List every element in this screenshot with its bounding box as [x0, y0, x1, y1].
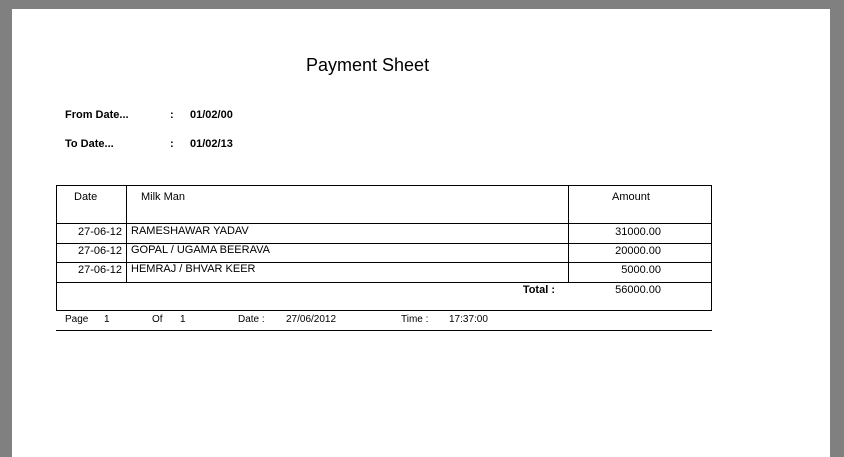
row-amount: 20000.00 [615, 245, 661, 257]
to-date-label: To Date... [65, 138, 114, 150]
header-bottom-border [56, 223, 712, 224]
to-date-colon: : [170, 138, 174, 150]
from-date-colon: : [170, 109, 174, 121]
footer-of-value: 1 [180, 314, 186, 325]
row-date: 27-06-12 [77, 264, 122, 276]
to-date-value: 01/02/13 [190, 138, 233, 150]
column-divider-date [126, 185, 127, 282]
column-header-date: Date [74, 191, 98, 203]
table-top-border [56, 185, 712, 186]
column-header-milkman: Milk Man [141, 191, 186, 203]
row-amount: 31000.00 [615, 226, 661, 238]
footer-page-value: 1 [104, 314, 110, 325]
report-title: Payment Sheet [306, 55, 430, 75]
footer-date-value: 27/06/2012 [286, 314, 337, 325]
footer-of-label: Of [152, 314, 163, 325]
footer-rule [56, 330, 712, 331]
column-header-amount: Amount [612, 191, 650, 203]
footer-time-value: 17:37:00 [449, 314, 488, 325]
footer-time-label: Time : [401, 314, 429, 325]
rows-bottom-border [56, 282, 712, 283]
total-value: 56000.00 [615, 284, 661, 296]
table-bottom-border [56, 310, 712, 311]
row-milkman: RAMESHAWAR YADAV [131, 225, 249, 237]
row-date: 27-06-12 [77, 226, 122, 238]
table-right-border [711, 185, 712, 311]
from-date-value: 01/02/00 [190, 109, 233, 121]
row-amount: 5000.00 [621, 264, 661, 276]
footer-page-label: Page [65, 314, 89, 325]
footer-date-label: Date : [238, 314, 265, 325]
row-milkman: HEMRAJ / BHVAR KEER [131, 263, 256, 275]
row-milkman: GOPAL / UGAMA BEERAVA [131, 244, 270, 256]
from-date-label: From Date... [65, 109, 129, 121]
total-label: Total : [522, 284, 555, 296]
row-date: 27-06-12 [77, 245, 122, 257]
